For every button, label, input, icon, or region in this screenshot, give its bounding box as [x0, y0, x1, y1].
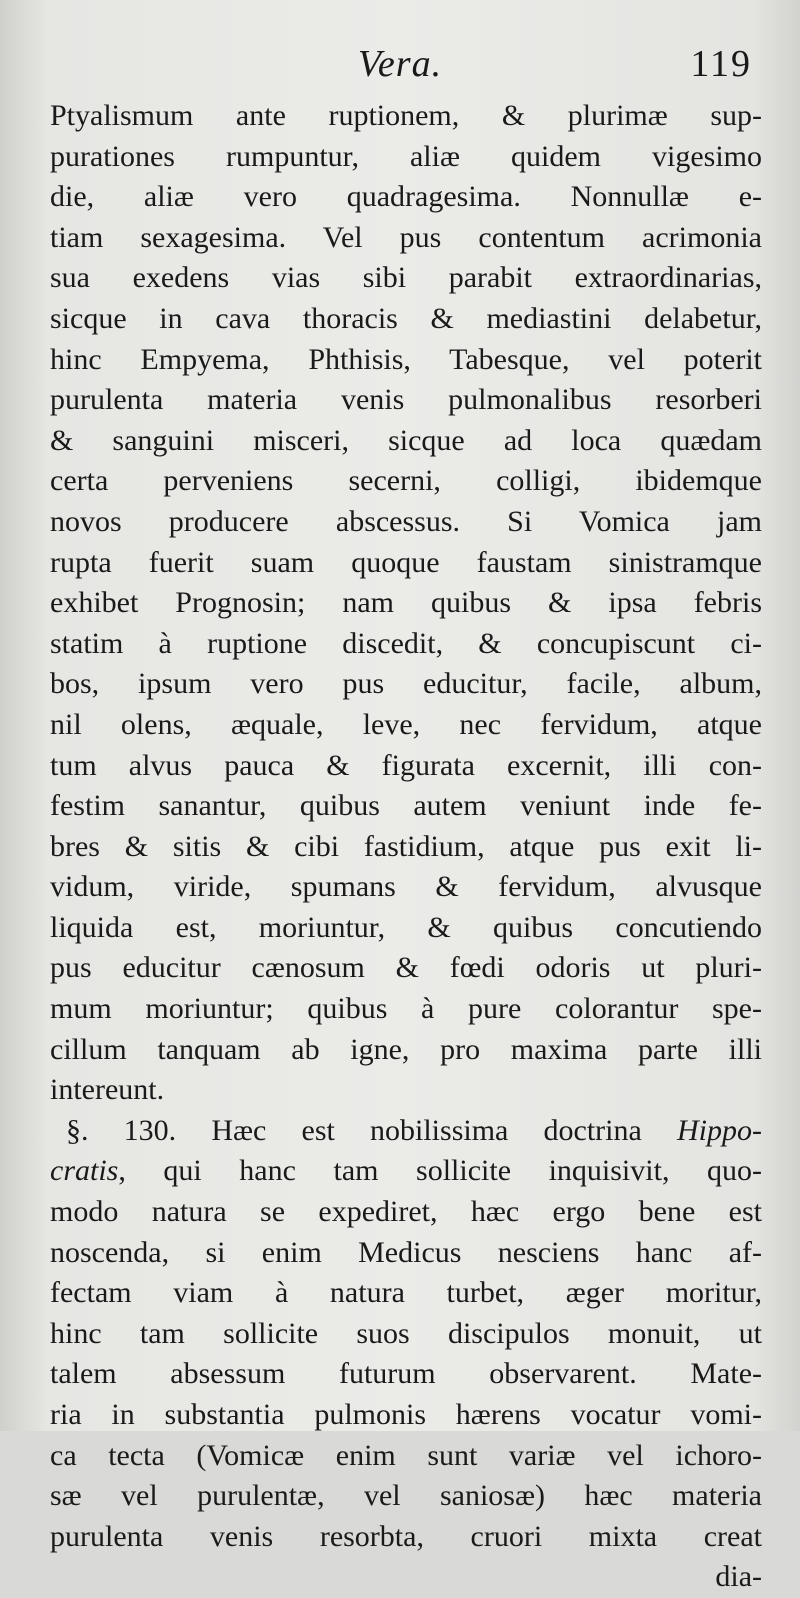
text-line: cratis, qui hanc tam sollicite inquisivit, quo- [50, 1154, 762, 1188]
page-header [48, 42, 752, 92]
text-line: & sanguini misceri, sicque ad loca quædam [50, 423, 762, 457]
text-line: purationes rumpuntur, aliæ quidem vigesimo [50, 139, 762, 173]
text-line: sua exedens vias sibi parabit extraordinarias, [50, 261, 762, 295]
text-line: purulenta venis resorbta, cruori mixta creat [50, 1519, 762, 1553]
text-line: exhibet Prognosin; nam quibus & ipsa febris [50, 586, 762, 620]
text-line: sæ vel purulentæ, vel saniosæ) hæc materia [50, 1479, 762, 1513]
text-line: sicque in cava thoracis & mediastini delabetur, [50, 301, 762, 335]
text-line: certa perveniens secerni, colligi, ibidemque [50, 464, 762, 498]
text-line: mum moriuntur; quibus à pure colorantur spe- [50, 992, 762, 1026]
section-start-line: §. 130. Hæc est nobilissima doctrina Hippo- [66, 1113, 762, 1147]
text-line: intereunt. [50, 1073, 165, 1107]
text-line: rupta fuerit suam quoque faustam sinistramque [50, 545, 762, 579]
text-line: modo natura se expediret, hæc ergo bene est [50, 1195, 762, 1229]
text-line: tiam sexagesima. Vel pus contentum acrimonia [50, 220, 762, 254]
text-line: tum alvus pauca & figurata excernit, illi con- [50, 748, 762, 782]
text-line: bos, ipsum vero pus educitur, facile, album, [50, 667, 762, 701]
text-line: ria in substantia pulmonis hærens vocatur vomi- [50, 1398, 762, 1431]
text-line: die, aliæ vero quadragesima. Nonnullæ e- [50, 180, 762, 214]
text-line: noscenda, si enim Medicus nesciens hanc af- [50, 1235, 762, 1269]
text-line: purulenta materia venis pulmonalibus resorberi [50, 383, 762, 417]
text-line: talem absessum futurum observarent. Mate- [50, 1357, 762, 1391]
text-line: Ptyalismum ante ruptionem, & plurimæ sup- [50, 99, 762, 132]
italic-name: cratis [50, 1154, 119, 1188]
text-line: novos producere abscessus. Si Vomica jam [50, 504, 762, 538]
text-line: liquida est, moriuntur, & quibus concutiendo [50, 910, 762, 944]
text-line: nil olens, æquale, leve, nec fervidum, atque [50, 707, 762, 741]
text-line: bres & sitis & cibi fastidium, atque pus exit li- [50, 829, 762, 863]
text-line: hinc Empyema, Phthisis, Tabesque, vel poterit [50, 342, 762, 376]
text-line: fectam viam à natura turbet, æger moritur, [50, 1276, 762, 1310]
running-head: Vera. [357, 43, 443, 85]
body-text [50, 96, 762, 1598]
catchword: dia- [715, 1560, 762, 1594]
text-line: statim à ruptione discedit, & concupiscunt ci- [50, 626, 762, 660]
page-number: 119 [690, 43, 752, 85]
italic-name: Hippo- [677, 1113, 762, 1147]
text-line: cillum tanquam ab igne, pro maxima parte illi [50, 1032, 762, 1066]
text-line: hinc tam sollicite suos discipulos monuit, ut [50, 1316, 762, 1350]
text-line: ca tecta (Vomicæ enim sunt variæ vel ichoro- [50, 1438, 762, 1472]
text-line: vidum, viride, spumans & fervidum, alvusque [50, 870, 762, 904]
text-line: pus educitur cænosum & fœdi odoris ut pluri- [50, 951, 762, 985]
text-line: festim sanantur, quibus autem veniunt inde fe- [50, 789, 762, 823]
